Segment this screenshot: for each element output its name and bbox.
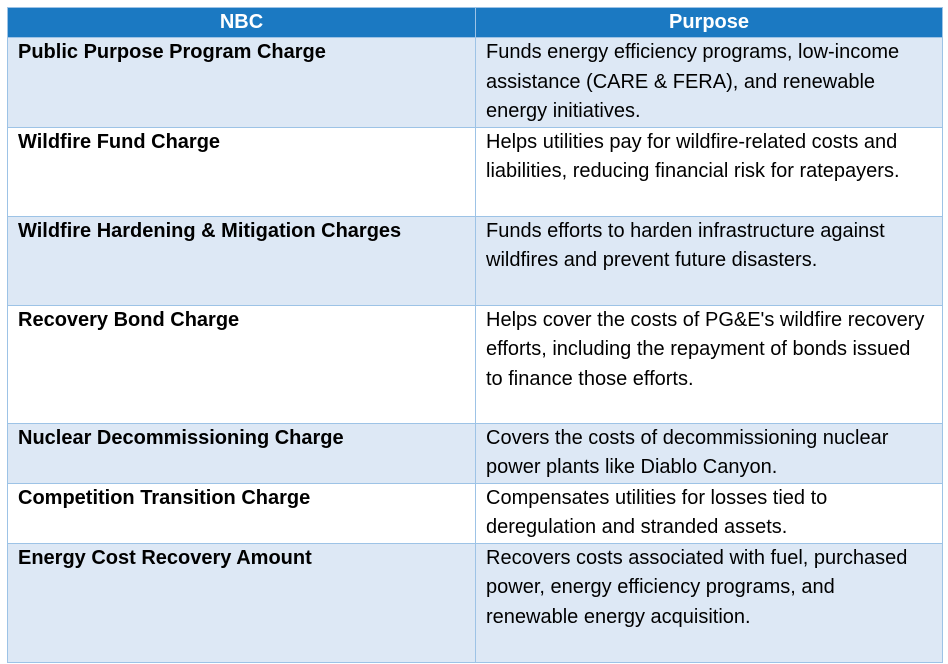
table-row: [8, 216, 943, 305]
charge-purpose: Recovers costs associated with fuel, purchased power, energy efficiency programs, and renewable energy acquisition.: [476, 543, 943, 662]
charge-purpose: Compensates utilities for losses tied to deregulation and stranded assets.: [476, 483, 943, 543]
charge-purpose: Funds energy efficiency programs, low-income assistance (CARE & FERA), and renewable energy initiatives.: [476, 38, 943, 128]
nbc-table: [7, 7, 943, 663]
charge-purpose: Funds efforts to harden infrastructure against wildfires and prevent future disasters.: [476, 216, 943, 305]
table-row: [8, 127, 943, 216]
charge-name: Recovery Bond Charge: [8, 305, 476, 423]
table-row: [8, 483, 943, 543]
table-row: [8, 38, 943, 128]
table-row: [8, 543, 943, 662]
charge-purpose: Helps utilities pay for wildfire-related costs and liabilities, reducing financial risk for ratepayers.: [476, 127, 943, 216]
header-nbc: NBC: [8, 8, 476, 38]
table-row: [8, 423, 943, 483]
charge-purpose: Covers the costs of decommissioning nuclear power plants like Diablo Canyon.: [476, 423, 943, 483]
header-row: [8, 8, 943, 38]
table-row: [8, 305, 943, 423]
charge-purpose: Helps cover the costs of PG&E's wildfire recovery efforts, including the repayment of bonds issued to finance those efforts.: [476, 305, 943, 423]
header-purpose: Purpose: [476, 8, 943, 38]
charge-name: Nuclear Decommissioning Charge: [8, 423, 476, 483]
charge-name: Energy Cost Recovery Amount: [8, 543, 476, 662]
charge-name: Public Purpose Program Charge: [8, 38, 476, 128]
charge-name: Wildfire Hardening & Mitigation Charges: [8, 216, 476, 305]
charge-name: Competition Transition Charge: [8, 483, 476, 543]
charge-name: Wildfire Fund Charge: [8, 127, 476, 216]
